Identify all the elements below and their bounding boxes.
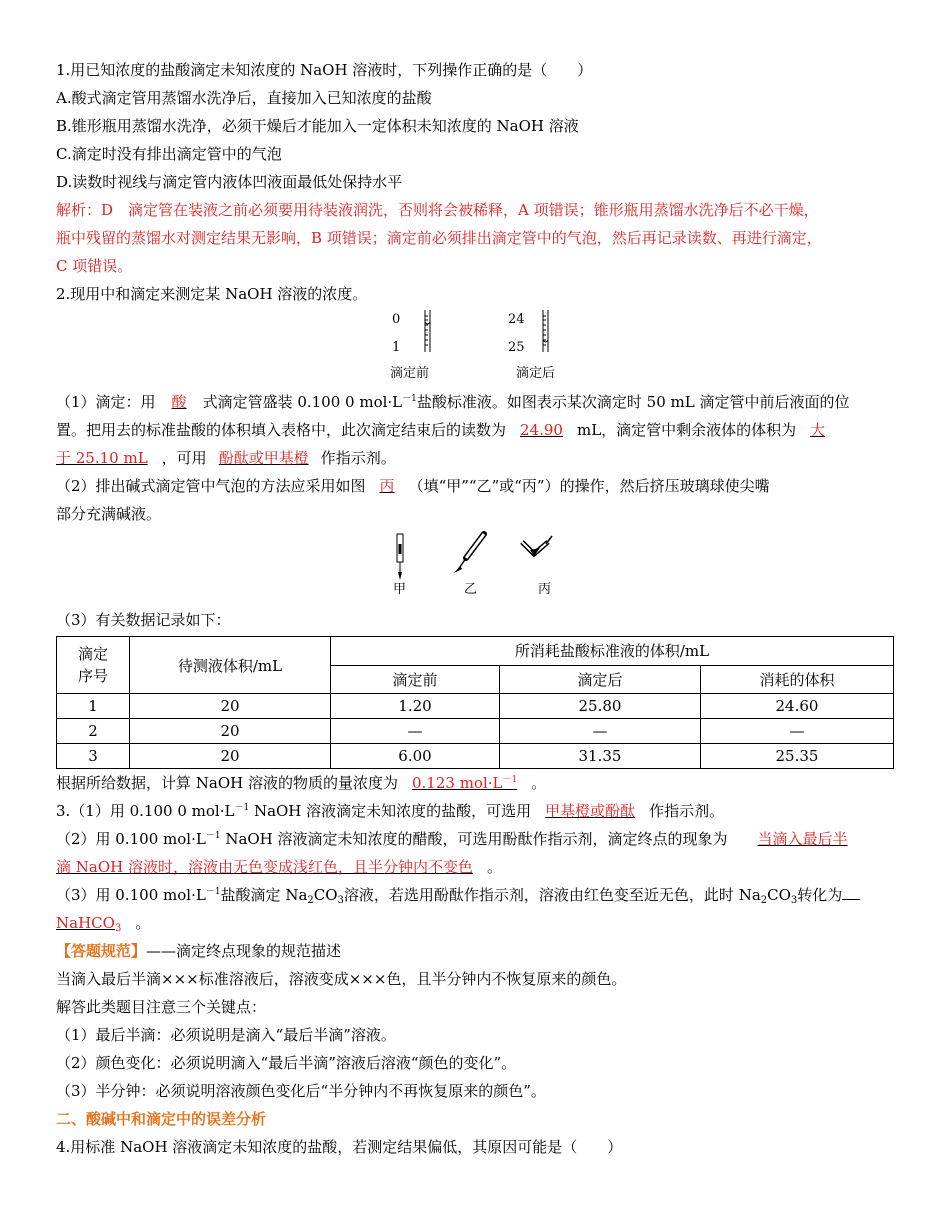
text: 作指示剂。 [649,802,725,820]
superscript: －1 [502,775,518,785]
subscript: 3 [790,895,798,906]
text: 0.123 mol·L [412,774,503,792]
norm-title-line [56,937,896,965]
header-after: 滴定后 [500,665,701,694]
norm-line-4: （2）颜色变化：必须说明滴入“最后半滴”溶液后溶液“颜色的变化”。 [56,1054,517,1072]
table-row [57,719,894,744]
text: NaOH 溶液滴定未知浓度的醋酸，可选用酚酞作指示剂，滴定终点的现象为 [220,830,728,848]
titration-data-table [56,636,894,769]
superscript: －1 [205,887,221,897]
table-cell: 1.20 [331,694,500,719]
q2-part1-line1 [56,388,896,416]
norm-line-2: 解答此类题目注意三个关键点： [56,998,267,1016]
text: （填“甲”“乙”或“丙”）的操作，然后挤压玻璃球使尖嘴 [408,477,770,495]
q3-part1 [56,797,896,825]
q3-part3-line1 [56,881,896,909]
text: NaHCO [56,914,115,932]
table-cell: 25.35 [701,744,894,769]
burette-before [425,310,430,352]
answer-endpoint-a: 当滴入最后半 [757,830,848,848]
document-page [56,56,896,1161]
q2-part3-intro: （3）有关数据记录如下： [56,611,231,629]
text: CO [313,886,338,904]
table-cell: 24.60 [701,694,894,719]
q1-option-c: C.滴定时没有排出滴定管中的气泡 [56,145,282,163]
table-cell: — [331,719,500,744]
subscript: 3 [114,923,122,934]
norm-line-5: （3）半分钟：必须说明溶液颜色变化后“半分钟内不再恢复原来的颜色”。 [56,1082,546,1100]
text: 溶液，若选用酚酞作指示剂，溶液由红色变至近无色，此时 Na [343,886,761,904]
text: （1）滴定：用 [56,393,156,411]
text: mL，滴定管中剩余液体的体积为 [576,421,797,439]
text: 根据所给数据，计算 NaOH 溶液的物质的量浓度为 [56,774,398,792]
answer-concentration [398,774,531,792]
text: 置。把用去的标准盐酸的体积填入表格中，此次滴定结束后的读数为 [56,421,507,439]
header-consumed-group: 所消耗盐酸标准液的体积/mL [331,637,894,666]
q1-option-b: B.锥形瓶用蒸馏水洗净，必须干燥后才能加入一定体积未知浓度的 NaOH 溶液 [56,117,579,135]
text: 式滴定管盛装 0.100 0 mol·L [202,393,403,411]
table-cell: 20 [130,694,331,719]
tick-label-0: 0 [392,312,401,327]
caption-yi: 乙 [464,582,478,597]
method-yi [454,534,484,573]
norm-line-3: （1）最后半滴：必须说明是滴入“最后半滴”溶液。 [56,1026,396,1044]
table-row [57,744,894,769]
superscript: －1 [402,394,417,404]
table-cell: — [701,719,894,744]
tick-label-25: 25 [508,340,525,355]
q2-part1-line2 [56,416,896,444]
tick-label-24: 24 [508,312,525,327]
subscript: 2 [307,895,314,906]
table-cell: 20 [130,719,331,744]
q1-analysis-line-2: 瓶中残留的蒸馏水对测定结果无影响，B 项错误；滴定前必须排出滴定管中的气泡，然后再记录读数、再进行滴定， [56,229,822,247]
caption-bing: 丙 [538,582,552,597]
subscript: 2 [760,895,768,906]
table-cell: — [500,719,701,744]
bubble-removal-figure [56,528,896,606]
text: 作指示剂。 [320,449,396,467]
q3-part2-line2 [56,853,896,881]
answer-endpoint-b: 滴 NaOH 溶液时，溶液由无色变成浅红色，且半分钟内不变色 [56,858,473,876]
table-cell: 3 [57,744,130,769]
q2-stem: 2.现用中和滴定来测定某 NaOH 溶液的浓度。 [56,285,368,303]
superscript: －1 [205,831,221,841]
answer-indicator-q3: 甲基橙或酚酞 [545,802,636,820]
text: CO [767,886,791,904]
q4-stem: 4.用标准 NaOH 溶液滴定未知浓度的盐酸，若测定结果偏低，其原因可能是（ ） [56,1138,623,1156]
table-cell: 20 [130,744,331,769]
blank-line [842,899,860,900]
burette-after [543,310,548,352]
q1-analysis-line-1: 解析：D 滴定管在装液之前必须要用待装液润洗，否则将会被稀释，A 项错误；锥形瓶用蒸馏水洗净后不必干燥， [56,201,819,219]
text: 3.（1）用 0.100 0 mol·L [56,802,235,820]
header-before: 滴定前 [331,665,500,694]
method-jia [397,534,403,580]
q2-part2-line1 [56,472,896,500]
subscript: 3 [337,895,344,906]
answer-remaining-a: 大 [810,421,826,439]
table-cell: 31.35 [500,744,701,769]
caption-after: 滴定后 [516,366,556,381]
text: 。 [487,858,503,876]
norm-line-1: 当滴入最后半滴×××标准溶液后，溶液变成×××色，且半分钟内不恢复原来的颜色。 [56,970,627,988]
q2-part2-line2: 部分充满碱液。 [56,505,162,523]
table-cell: 1 [57,694,130,719]
tick-label-1: 1 [392,340,401,355]
header-used: 消耗的体积 [701,665,894,694]
q2-concentration [56,769,896,797]
burette-reading-figure [56,308,896,388]
text: （3）用 0.100 mol·L [56,886,206,904]
answer-reading: 24.90 [520,421,563,439]
method-bing [522,536,552,556]
text: ，可用 [161,449,207,467]
q1-option-a: A.酸式滴定管用蒸馏水洗净后，直接加入已知浓度的盐酸 [56,89,432,107]
text: 。 [531,774,547,792]
text: 盐酸滴定 Na [220,886,308,904]
text: 盐酸标准液。如图表示某次滴定时 50 mL 滴定管中前后液面的位 [416,393,850,411]
caption-jia: 甲 [393,582,407,597]
text: 滴定 [77,645,108,663]
text: 转化为 [797,886,843,904]
text: 。 [135,914,151,932]
header-volume: 待测液体积/mL [130,637,331,694]
text: （2）用 0.100 mol·L [56,830,206,848]
answer-method: 丙 [379,477,395,495]
q3-part3-line2 [56,909,896,937]
norm-title: 【答题规范】 [56,942,147,960]
header-seq [57,637,130,694]
text: NaOH 溶液滴定未知浓度的盐酸，可选用 [249,802,532,820]
q1-analysis-line-3: C 项错误。 [56,257,133,275]
text: ——滴定终点现象的规范描述 [146,942,342,960]
answer-remaining-b: 于 25.10 mL [56,449,148,467]
table-cell: 6.00 [331,744,500,769]
q2-part1-line3 [56,444,896,472]
q1-stem: 1.用已知浓度的盐酸滴定未知浓度的 NaOH 溶液时，下列操作正确的是（ ） [56,61,593,79]
table-row [57,694,894,719]
text: 序号 [77,667,108,685]
table-cell: 25.80 [500,694,701,719]
answer-acid: 酸 [171,393,187,411]
superscript: －1 [234,803,250,813]
table-cell: 2 [57,719,130,744]
text: （2）排出碱式滴定管中气泡的方法应采用如图 [56,477,366,495]
section-2-heading: 二、酸碱中和滴定中的误差分析 [56,1110,267,1128]
answer-indicator: 酚酞或甲基橙 [218,449,309,467]
q1-option-d: D.读数时视线与滴定管内液体凹液面最低处保持水平 [56,173,403,191]
burette-diagram [56,308,896,388]
caption-before: 滴定前 [390,366,430,381]
answer-product [56,914,135,932]
q3-part2-line1 [56,825,896,853]
